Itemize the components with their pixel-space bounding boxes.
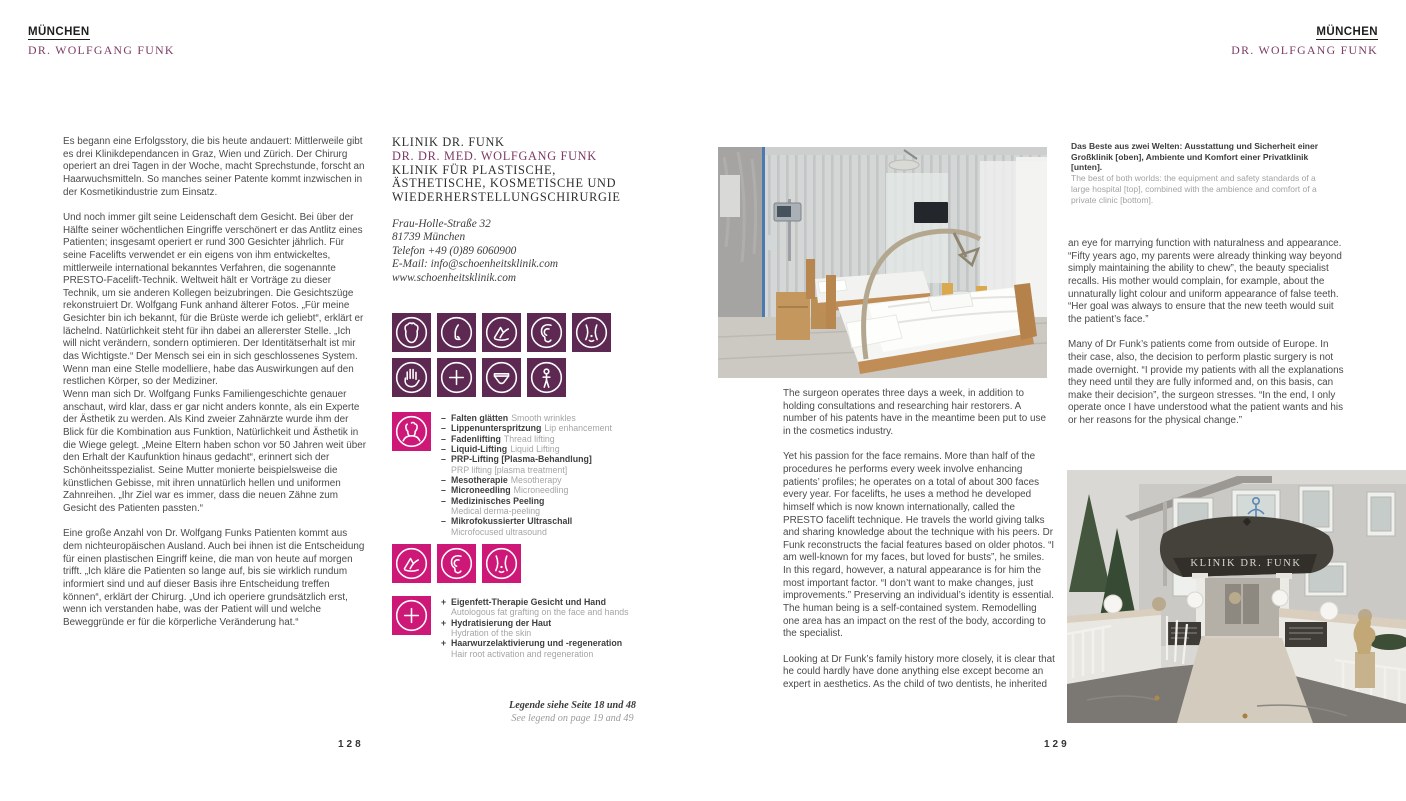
clinic-exterior-photo [1067, 470, 1406, 723]
clinic-info-block [392, 136, 664, 285]
treatment-item: – Falten glätten Smooth wrinkles [441, 413, 576, 423]
clinic-subtitle-line: WIEDERHERSTELLUNGSCHIRURGIE [392, 190, 621, 205]
treatment-item: – Liquid-Lifting Liquid Lifting [441, 444, 560, 455]
photo-caption [1071, 141, 1323, 205]
hospital-room-photo [718, 147, 1047, 378]
legend-de: Legende siehe Seite 18 und 48 [508, 700, 637, 711]
treatment-item: – Medizinisches Peeling Medical derma-peeling [441, 495, 545, 517]
facial-treatments-block [392, 412, 656, 537]
german-article-column [63, 136, 366, 629]
treatment-item: – Mesotherapie Mesotherapy [441, 475, 562, 486]
plus-treatments-list [441, 597, 656, 659]
plus-treatments-block [392, 596, 656, 659]
english-paragraph: Looking at Dr Funk’s family history more closely, it is clear that he could hardly have done anything else except become an expert in aesthetics. As the child of two dentists, he inherited [783, 653, 1055, 690]
waist-icon [482, 544, 521, 583]
ear-icon [527, 313, 566, 352]
header-city-right: MÜNCHEN [1316, 26, 1378, 38]
clinic-address [392, 218, 664, 286]
figure-icon [527, 358, 566, 397]
hand-icon [392, 358, 431, 397]
treatment-item: – Microneedling Microneedling [441, 485, 569, 496]
english-article-column-center [783, 388, 1055, 692]
clinic-name: KLINIK DR. FUNK [392, 135, 505, 149]
nose-icon [437, 313, 476, 352]
address-street: Frau-Holle-Straße 32 [392, 217, 491, 230]
treatment-item: + Haarwurzelaktivierung und -regeneration Hair root activation and regeneration [441, 638, 623, 659]
briefs-icon [482, 358, 521, 397]
treatment-item: + Eigenfett-Therapie Gesicht und Hand Autologous fat grafting on the face and hands [441, 597, 629, 618]
address-email: E-Mail: info@schoenheitsklinik.com [392, 258, 558, 271]
english-paragraph: an eye for marrying function with naturalness and appearance. “Fifty years ago, my parents were already thinking way beyond simply maintaining the ability to chew”, the beauty specialist recalls. His mother would complain, for example, about the unnaturally light colour and uniform appearance of false teeth. “Her goal was always to ensure that the new teeth would suit the patient’s face.” [1068, 238, 1342, 325]
english-paragraph: The surgeon operates three days a week, in addition to holding consultations and researching hair restorers. A number of his patents have in the meantime been put to use in the cosmetics industry. [783, 388, 1046, 437]
legend-note [475, 699, 670, 725]
english-paragraph: Yet his passion for the face remains. More than half of the procedures he performs every week involve enhancing patients’ profiles; he operates on a total of about 300 faces every year. For facelifts, he uses a method he developed himself which is now known internationally, called the PRESTO facelift technique. He travels the world giving talks and sharing knowledge about the technique with his peers. Dr Funk reconstructs the facial features based on older photos. “I am well-known for my faces, but loved for busts”, he smiles. [783, 451, 1055, 564]
facial-treatments-list [441, 413, 656, 537]
hospital-room-illustration [718, 147, 1047, 378]
header-city-left: MÜNCHEN [28, 26, 90, 38]
english-paragraph: In this regard, however, a natural appearance is for him the most important factor. “I don’t want to make changes, just improvements.” Preserving an individual’s identity is essential. The human being is a self-contained system. Remodelling one area has an impact on the rest of the body, according to the specialist. [783, 565, 1054, 640]
german-paragraph: Und noch immer gilt seine Leidenschaft dem Gesicht. Bei über der Hälfte seiner wöchentlichen Eingriffe verschönert er das Antlitz eines Patienten; insgesamt operiert er rund 300 Gesichter jährlich. Für seine Facelifts verwendet er ein eigens von ihm entwickeltes, mittlerweile international bekanntes Verfahren, die sogenannte PRESTO-Facelift-Technik. Weltweit hält er Vorträge zu dieser Technik, um sie anderen Kollegen beizubringen. Die Gesichtszüge rekonstruiert Dr. Wolfgang Funk anhand älterer Fotos. „Für meine Gesichter bin ich bekannt, für die Brüste werde ich geliebt“, erklärt er lächelnd. Natürlichkeit steht für ihn dabei an allererster Stelle. „Ich will nicht verändern, sondern optimieren. Der Identitätserhalt ist mir das Wichtigste.“ Der Mensch sei ein in sich geschlossenes System. Wenn man eine Stelle modelliere, habe das Auswirkungen auf den restlichen Körper, so der Mediziner. [63, 211, 364, 388]
page-number-right: 129 [1044, 739, 1070, 750]
plus-icon [437, 358, 476, 397]
treatment-item: – PRP-Lifting [Plasma-Behandlung] PRP lifting [plasma treatment] [441, 454, 592, 475]
treatment-item: + Hydratisierung der Haut Hydration of the skin [441, 617, 552, 639]
clinic-subtitle-line: ÄSTHETISCHE, KOSMETISCHE UND [392, 176, 617, 191]
german-paragraph: Eine große Anzahl von Dr. Wolfgang Funks Patienten kommt aus dem nichteuropäischen Ausland. Auch bei ihnen ist die Entscheidung für einen plastischen Eingriff keine, die man von heute auf morgen trifft. „Ich kläre die Patienten so lange auf, bis sie wirklich rundum informiert sind und auf dieser Basis ihre Entscheidung treffen können“, erklärt der Chirurg. „Und ich operiere grundsätzlich erst, wenn ich verstanden habe, was der Patient will und welche Beweggründe er für die körperliche Veränderung hat.“ [63, 528, 365, 628]
clinic-sign-text: KLINIK DR. FUNK [1190, 558, 1302, 569]
english-paragraph: Many of Dr Funk’s patients come from outside of Europe. In their case, also, the decision to perform plastic surgery is not made overnight. “I provide my patients with all the explanations they need until they are fully informed and, on this basis, can make their decision”, the surgeon stresses. “In the end, I only operate once I have understood what the patient wants and his or her reasons for the physical change.” [1068, 339, 1344, 427]
category-icons-row1 [392, 313, 611, 352]
german-paragraph: Es begann eine Erfolgsstory, die bis heute andauert: Mittlerweile gibt es drei Klinikdependancen in Graz, Wien und Zürich. Der Chirurg operiert an drei Tagen in der Woche, macht Sprechstunde, forscht an Haarwuchsmitteln. So manches seiner Patente kommt inzwischen in der Kosmetikindustrie zum Einsatz. [63, 136, 365, 198]
breast-icon [482, 313, 521, 352]
waist-icon [572, 313, 611, 352]
breast-icon [392, 544, 431, 583]
treatment-item: – Lippenunterspritzung Lip enhancement [441, 423, 612, 434]
treatment-item: – Fadenlifting Thread lifting [441, 433, 555, 444]
plus-icon [392, 596, 431, 635]
treatment-item: – Mikrofokussierter Ultraschall Microfocused ultrasound [441, 516, 573, 537]
treatment-category-icon-grid [392, 313, 611, 397]
ear-icon [437, 544, 476, 583]
german-paragraph: Wenn man sich Dr. Wolfgang Funks Familiengeschichte genauer anschaut, wird klar, dass er gar nicht anders konnte, als ein Experte der Ästhetik zu werden. Als Kind zweier Zahnärzte wurde ihm der Blick für die Kombination aus Funktion, Natürlichkeit und Ästhetik in die Wiege gelegt. „Meine Eltern haben schon vor 50 Jahren weit über den Erhalt der Kaufunktion hinaus gedacht“, erinnert sich der Schönheitsspezialist. Seine Mutter monierte beispielsweise die künstlichen Gebisse, mit ihren unnatürlich hellen und uniformen Zahnreihen. „Ihr Ziel war es immer, dass die neuen Zähne zum Gesicht des Patienten passten.“ [63, 389, 367, 514]
english-article-column-right [1068, 238, 1346, 428]
page-header-right [1231, 22, 1378, 58]
category-icons-row2 [392, 358, 611, 397]
accent-category-icons-row [392, 544, 521, 583]
face-icon [392, 313, 431, 352]
page-header-left [28, 22, 175, 58]
legend-en: See legend on page 19 and 49 [511, 713, 634, 724]
portrait-icon [392, 412, 431, 451]
clinic-subtitle-line: KLINIK FÜR PLASTISCHE, [392, 162, 556, 177]
address-city: 81739 München [392, 231, 466, 244]
caption-german: Das Beste aus zwei Welten: Ausstattung und Sicherheit einer Großklinik [oben], Ambiente und Komfort einer Privatklinik [unten]. [1071, 141, 1319, 173]
address-phone: Telefon +49 (0)89 6060900 [392, 244, 517, 257]
clinic-exterior-illustration [1067, 470, 1406, 723]
clinic-doctor-name: DR. DR. MED. WOLFGANG FUNK [392, 148, 597, 163]
header-doctor-right: DR. WOLFGANG FUNK [1231, 43, 1378, 57]
page-number-left: 128 [338, 739, 364, 750]
address-website: www.schoenheitsklinik.com [392, 271, 517, 284]
caption-english: The best of both worlds: the equipment and safety standards of a large hospital [top], combined with the ambience and comfort of a private clinic [bottom]. [1071, 173, 1317, 205]
header-doctor-left: DR. WOLFGANG FUNK [28, 43, 175, 57]
